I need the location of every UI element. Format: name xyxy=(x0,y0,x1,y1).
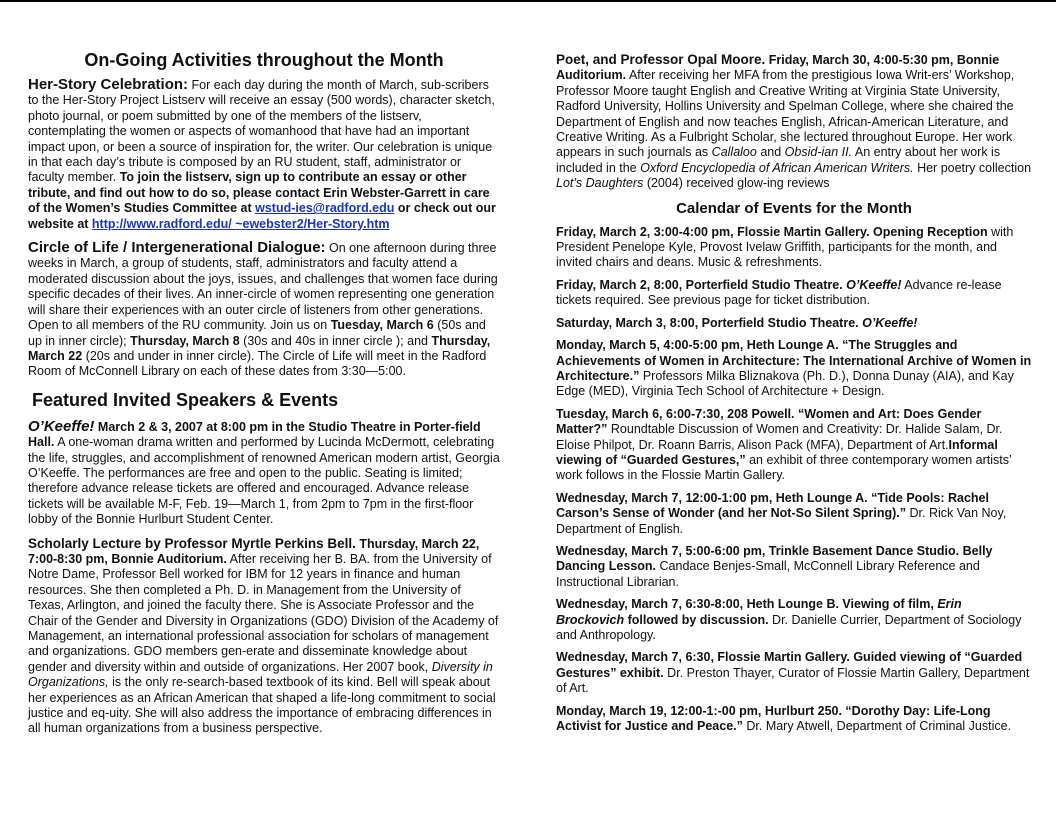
moore-encyclopedia: Oxford Encyclopedia of African American Writers. xyxy=(640,160,914,175)
moore-title: Poet, and Professor Opal Moore. xyxy=(556,52,766,67)
herstory-website-text: or check out our website at xyxy=(28,201,496,231)
calendar-event xyxy=(556,225,1032,271)
calendar-event xyxy=(556,491,1032,537)
moore-body-3: Her poetry collection xyxy=(917,160,1032,175)
event-details: Dr. Preston Thayer, Curator of Flossie Martin Gallery, Department of Art. xyxy=(556,665,1030,696)
event-italic-title: O’Keeffe! xyxy=(862,315,918,330)
moore-body-4: (2004) received glow-ing reviews xyxy=(646,176,830,191)
event-title: Wednesday, March 7, 12:00-1:00 pm, Heth Lounge A. “Tide Pools: Rachel Carson’s Sense of Wonder (and her Not-So Silent Spring).” xyxy=(556,490,989,521)
lecture-body-1: After receiving her B. BA. from the University of Notre Dame, Professor Bell worked for IBM for 12 years in finance and human resources. She then completed a Ph. D. in Management from the University of Texas, Arlington, and joined the faculty there. She is Associate Professor and the Chair of the Gender and Diversity in Organizations (GDO) Division of the Academy of Management, an international professional association for scholars of management and organizations. GDO members gen-erate and disseminate knowledge about gender and diversity within and outside of organizations. Her 2007 book, xyxy=(28,551,499,674)
event-details: Advance re-lease tickets required. See previous page for ticket distribution. xyxy=(556,277,1002,308)
lecture-book: Diversity in Organizations, xyxy=(28,659,493,690)
event-title: Friday, March 2, 8:00, Porterfield Studio Theatre. xyxy=(556,277,843,292)
calendar-event xyxy=(556,316,1032,331)
event-title: Saturday, March 3, 8:00, Porterfield Studio Theatre. xyxy=(556,315,859,330)
circle-title: Circle of Life / Intergenerational Dialogue: xyxy=(28,239,326,257)
okeeffe-body: A one-woman drama written and performed by Lucinda McDermott, celebrating the life, struggles, and accomplishment of renowned American modern artist, Georgia O’Keeffe. The performances are free and open to the public. Seating is limited; therefore advance release tickets are offered and encouraged. Advance release tickets will be available M-F, Feb. 19—March 1, from 2pm to 7pm in the first-floor lobby of the Bonnie Hurlburt Student Center. xyxy=(28,435,500,527)
lecture-paragraph xyxy=(28,536,500,737)
event-details: Candace Benjes-Small, McConnell Library Reference and Instructional Librarian. xyxy=(556,559,980,589)
moore-body-2: An entry about her work is included in the xyxy=(556,145,1001,175)
event-details: Professors Milka Bliznakova (Ph. D.), Donna Dunay (AIA), and Kay Edge (MED), Virginia Tech School of Architecture + Design. xyxy=(556,368,1014,399)
featured-heading: Featured Invited Speakers & Events xyxy=(32,389,339,410)
herstory-contact: To join the listserv, sign up to contribute an essay or other tribute, and find out how to do so, please contact Erin Webster-Garrett in care of the Women’s Studies Committee at xyxy=(28,170,490,216)
calendar-event xyxy=(556,704,1032,735)
moore-dates: Friday, March 30, 4:00-5:30 pm, Bonnie Auditorium. xyxy=(556,53,1000,83)
event-details-2: Dr. Danielle Currier, Department of Sociology and Anthropology. xyxy=(556,612,1022,642)
calendar-event xyxy=(556,407,1032,484)
herstory-website-link[interactable]: http://www.radford.edu/ ~ewebster2/Her-Story.htm xyxy=(91,216,390,231)
moore-journal-2: Obsid-ian II. xyxy=(784,145,853,160)
circle-text-2: (30s and 40s in inner circle ); and xyxy=(243,333,428,348)
moore-journal-1: Callaloo xyxy=(711,145,757,160)
circle-date-2: Thursday, March 8 xyxy=(130,333,240,348)
event-italic-title: O’Keeffe! xyxy=(846,277,902,292)
lecture-dates: Thursday, March 22, 7:00-8:30 pm, Bonnie Auditorium. xyxy=(28,536,480,566)
event-title: Monday, March 5, 4:00-5:00 pm, Heth Lounge A. “The Struggles and Achievements of Women in Architecture: The International Archive of Women in Architecture.” xyxy=(556,338,1032,383)
lecture-body-2: is the only re-search-based textbook of its kind. Bell will speak about her experiences as an African American that shaped a life-long commitment to social justice and eq-uity. She will also address the importance of embracing differences in all human organizations from a business perspective. xyxy=(28,675,496,736)
event-title: Friday, March 2, 3:00-4:00 pm, Flossie Martin Gallery. Opening Reception xyxy=(556,224,988,239)
event-title: Wednesday, March 7, 6:30, Flossie Martin Gallery. Guided viewing of “Guarded Gestures” exhibit. xyxy=(556,650,1023,680)
herstory-email-link[interactable]: wstud-ies@radford.edu xyxy=(255,201,395,216)
circle-text-3: (20s and under in inner circle). The Circle of Life will meet in the Radford Room of McConnell Library on each of these dates from 3:30—5:00. xyxy=(28,348,487,379)
event-title: Wednesday, March 7, 5:00-6:00 pm, Trinkle Basement Dance Studio. Belly Dancing Lesson. xyxy=(556,543,993,574)
herstory-body: For each day during the month of March, sub-scribers to the Her-Story Project Listserv will receive an essay (500 words), character sketch, photo journal, or poem submitted by one of the members of the listserv, contemplating the women or aspects of womanhood that have had an important impact upon, or been a source of inspiration for, the writer. Our celebration is unique in that each day’s tribute is composed by an RU student, staff, administrator or faculty member. xyxy=(28,78,495,185)
circle-body: On one afternoon during three weeks in March, a group of students, staff, administrators and faculty attend a moderated discussion about the joys, issues, and challenges that women face during specific decades of their lives. An inner-circle of women representing one generation will share their experiences with an outer circle of listeners from other generations. Open to all members of the RU community. Join us on xyxy=(28,241,498,333)
event-details: with President Penelope Kyle, Provost Ivelaw Griffith, participants for the month, and invited chairs and deans. Music & refreshments. xyxy=(556,224,1014,270)
okeeffe-paragraph xyxy=(28,419,500,528)
event-subtitle: followed by discussion. xyxy=(624,612,769,627)
calendar-event xyxy=(556,650,1032,696)
event-details: Dr. Mary Atwell, Department of Criminal Justice. xyxy=(746,719,1012,734)
right-column xyxy=(556,0,1032,741)
circle-paragraph xyxy=(28,240,500,380)
event-title: Wednesday, March 7, 6:30-8:00, Heth Lounge B. Viewing of film, xyxy=(556,597,934,612)
event-details: Roundtable Discussion of Women and Creativity: Dr. Halide Salam, Dr. Eloise Philpot, Dr. Roann Barris, Alison Pack (MFA), Department of Art. xyxy=(556,422,1003,452)
event-title: Tuesday, March 6, 6:00-7:30, 208 Powell. “Women and Art: Does Gender Matter?” xyxy=(556,406,982,437)
okeeffe-title: O’Keeffe! xyxy=(28,417,95,435)
event-details-2: an exhibit of three contemporary women artists’ work follows in the Flossie Martin Gallery. xyxy=(556,452,1012,483)
event-italic-title: Erin Brockovich xyxy=(556,597,962,627)
circle-date-3: Thursday, March 22 xyxy=(28,333,491,363)
okeeffe-dates: March 2 & 3, 2007 at 8:00 pm in the Studio Theatre in Porter-field Hall. xyxy=(28,419,481,450)
circle-date-1: Tuesday, March 6 xyxy=(330,318,434,333)
calendar-event xyxy=(556,597,1032,643)
calendar-events-list xyxy=(556,225,1032,735)
ongoing-heading: On-Going Activities throughout the Month xyxy=(84,50,444,70)
moore-and: and xyxy=(760,145,782,160)
lecture-title: Scholarly Lecture by Professor Myrtle Perkins Bell. xyxy=(28,535,356,551)
herstory-title: Her-Story Celebration: xyxy=(28,76,189,93)
moore-paragraph xyxy=(556,52,1032,192)
herstory-paragraph xyxy=(28,77,500,232)
calendar-event xyxy=(556,544,1032,590)
moore-collection: Lot’s Daughters xyxy=(556,176,644,191)
circle-text-1: (50s and up in inner circle); xyxy=(28,318,486,348)
calendar-event xyxy=(556,338,1032,400)
event-title: Monday, March 19, 12:00-1:-00 pm, Hurlburt 250. “Dorothy Day: Life-Long Activist for Justice and Peace.” xyxy=(556,703,991,734)
event-subtitle: Informal viewing of “Guarded Gestures,” xyxy=(556,437,998,467)
calendar-event xyxy=(556,278,1032,309)
event-details: Dr. Rick Van Noy, Department of English. xyxy=(556,506,1007,536)
moore-body-1: After receiving her MFA from the prestigious Iowa Writ-ers’ Workshop, Professor Moore taught English and Creative Writing at Virginia State University, Radford University, Hollins University and Spelman College, where she chaired the Department of English and now teaches English, African-American Literature, and Creative Writing. As a Fulbright Scholar, she lectured throughout Europe. Her work appears in such journals as xyxy=(556,68,1015,160)
left-column xyxy=(28,0,500,745)
calendar-heading: Calendar of Events for the Month xyxy=(676,199,912,217)
